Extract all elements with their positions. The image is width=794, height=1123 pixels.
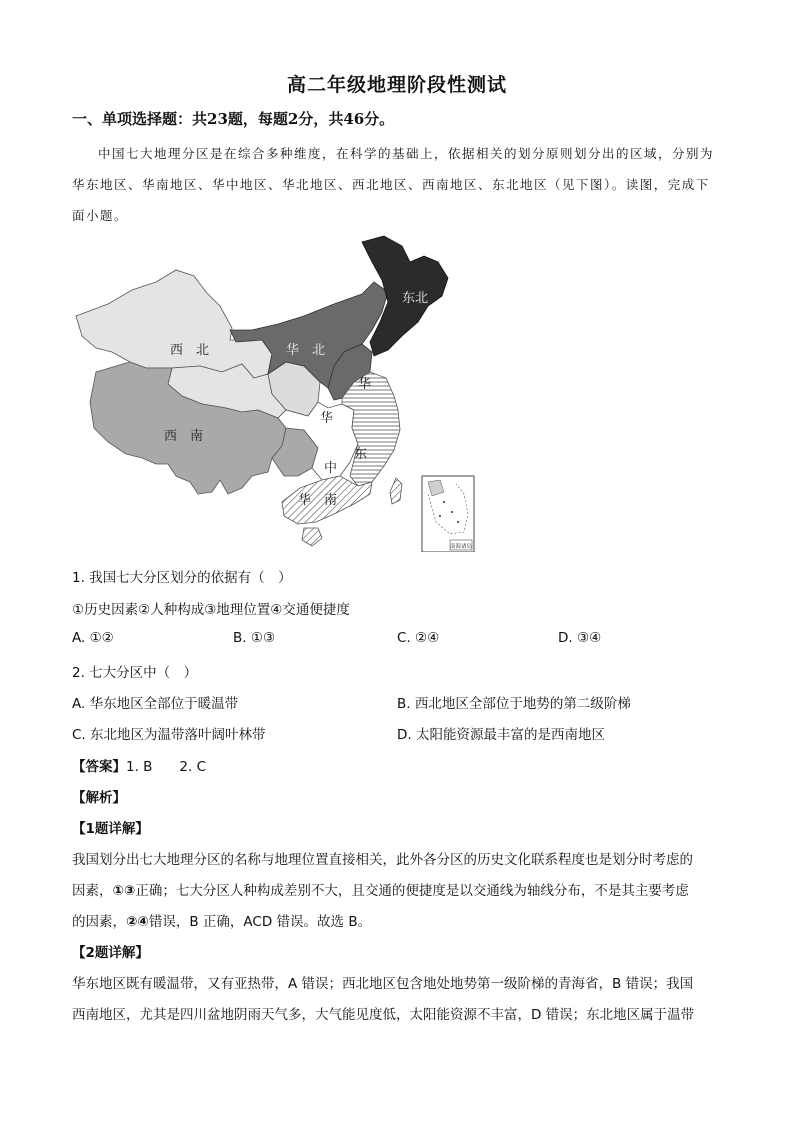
- q1-detail-text: 的因素，: [72, 914, 126, 930]
- q2-detail-line2: 西南地区，尤其是四川盆地阴雨天气多，大气能见度低，太阳能资源不丰富，D 错误；东北地区属于温带: [72, 1007, 695, 1023]
- q1-detail-wrong-items: ②④: [126, 914, 149, 930]
- q1-detail-text: 正确；七大分区人种构成差别不大，且交通的便捷度是以交通线为轴线分布，不是其主要考虑: [135, 883, 689, 899]
- q1-detail-line3: [72, 910, 371, 930]
- label-south: 华 南: [298, 493, 338, 508]
- q2-option-a[interactable]: A. 华东地区全部位于暖温带: [72, 696, 239, 712]
- analysis-label: 【解析】: [72, 790, 126, 806]
- answer-text: 1. B 2. C: [126, 759, 207, 775]
- intro-paragraph: [72, 138, 722, 231]
- label-northeast: 东北: [402, 291, 429, 306]
- q1-items: ①历史因素②人种构成③地理位置④交通便捷度: [72, 602, 350, 618]
- q1-option-d[interactable]: D. ③④: [558, 630, 602, 646]
- label-central-hua: 华: [320, 411, 334, 426]
- q1-detail-correct-items: ①③: [112, 883, 136, 899]
- label-central-zhong: 中: [324, 461, 338, 476]
- china-regions-map: [72, 232, 482, 552]
- label-east-dong: 东: [354, 447, 368, 462]
- q1-detail-line2: [72, 879, 689, 899]
- label-east-hua: 华: [358, 377, 372, 392]
- q1-detail-text: 因素，: [72, 883, 113, 899]
- label-southwest: 西 南: [164, 429, 204, 444]
- q2-option-d[interactable]: D. 太阳能资源最丰富的是西南地区: [397, 727, 605, 743]
- q1-option-c[interactable]: C. ②④: [397, 630, 440, 646]
- intro-text: 中国七大地理分区是在综合多种维度，在科学的基础上，依据相关的划分原则划分出的区域，分别为华东地区、华南地区、华中地区、华北地区、西北地区、西南地区、东北地区（见下图）。读图，完成下面小题。: [72, 146, 715, 223]
- south-china-sea-inset: [422, 476, 474, 552]
- taiwan-island: [390, 478, 402, 504]
- q2-option-c[interactable]: C. 东北地区为温带落叶阔叶林带: [72, 727, 266, 743]
- q2-detail-line1: 华东地区既有暖温带，又有亚热带，A 错误；西北地区包含地处地势第一级阶梯的青海省，B 错误；我国: [72, 976, 694, 992]
- q2-stem: 2. 七大分区中（ ）: [72, 665, 198, 681]
- label-northwest: 西 北: [170, 343, 210, 358]
- q1-option-b[interactable]: B. ①③: [233, 630, 276, 646]
- answer-label: 【答案】: [72, 759, 126, 775]
- section-heading: 一、单项选择题：共23题，每题2分，共46分。: [72, 110, 395, 128]
- q2-detail-label: 【2题详解】: [72, 945, 149, 961]
- region-northwest: [76, 270, 272, 378]
- answer-line: [72, 755, 206, 775]
- label-north: 华 北: [286, 343, 326, 358]
- q1-option-a[interactable]: A. ①②: [72, 630, 114, 646]
- inset-label: 南海诸岛: [449, 544, 473, 550]
- q2-option-b[interactable]: B. 西北地区全部位于地势的第二级阶梯: [397, 696, 631, 712]
- q1-detail-line1: 我国划分出七大地理分区的名称与地理位置直接相关，此外各分区的历史文化联系程度也是划分时考虑的: [72, 852, 693, 868]
- q1-detail-text: 错误，B 正确，ACD 错误。故选 B。: [148, 914, 372, 930]
- hainan-island: [302, 528, 322, 546]
- q1-detail-label: 【1题详解】: [72, 821, 149, 837]
- q1-stem: 1. 我国七大分区划分的依据有（ ）: [72, 570, 292, 586]
- page-title: 高二年级地理阶段性测试: [286, 74, 507, 96]
